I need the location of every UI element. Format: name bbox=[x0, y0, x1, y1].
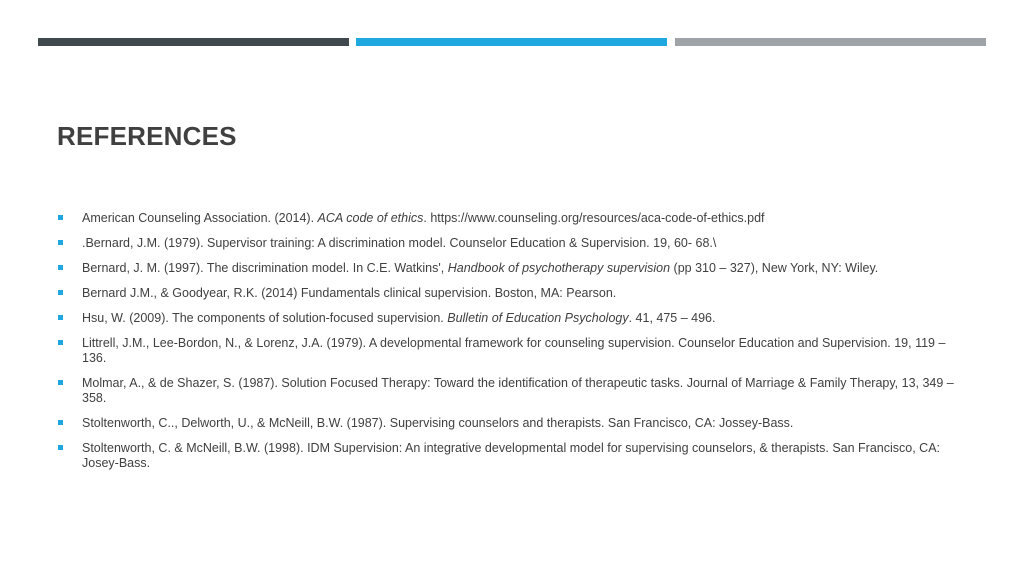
square-bullet-icon bbox=[58, 290, 63, 295]
square-bullet-icon bbox=[58, 265, 63, 270]
reference-title-italic: Bulletin of Education Psychology bbox=[447, 311, 629, 325]
reference-text-tail: (pp 310 – 327), New York, NY: Wiley. bbox=[670, 261, 879, 275]
square-bullet-icon bbox=[58, 215, 63, 220]
header-decoration-bars bbox=[38, 38, 986, 46]
square-bullet-icon bbox=[58, 340, 63, 345]
square-bullet-icon bbox=[58, 380, 63, 385]
header-bar-gray bbox=[675, 38, 986, 46]
square-bullet-icon bbox=[58, 315, 63, 320]
reference-text: .Bernard, J.M. (1979). Supervisor training: A discrimination model. Counselor Education & Supervision. 19, 60- 68.\ bbox=[82, 236, 717, 250]
reference-text: Molmar, A., & de Shazer, S. (1987). Solution Focused Therapy: Toward the identification of therapeutic tasks. Journal of Marriage & Family Therapy, 13, 349 – 358. bbox=[82, 376, 954, 405]
square-bullet-icon bbox=[58, 420, 63, 425]
header-bar-blue bbox=[356, 38, 667, 46]
reference-item bbox=[57, 261, 967, 276]
reference-list bbox=[57, 211, 967, 481]
slide-title: REFERENCES bbox=[57, 121, 237, 151]
reference-item bbox=[57, 336, 967, 366]
reference-item bbox=[57, 211, 967, 226]
reference-text: Bernard, J. M. (1997). The discrimination model. In C.E. Watkins', bbox=[82, 261, 448, 275]
reference-item bbox=[57, 311, 967, 326]
reference-title-italic: ACA code of ethics bbox=[317, 211, 424, 225]
reference-item bbox=[57, 441, 967, 471]
reference-text-tail: . https://www.counseling.org/resources/aca-code-of-ethics.pdf bbox=[423, 211, 765, 225]
square-bullet-icon bbox=[58, 240, 63, 245]
reference-item bbox=[57, 236, 967, 251]
reference-item bbox=[57, 416, 967, 431]
reference-item bbox=[57, 376, 967, 406]
reference-text: Stoltenworth, C. & McNeill, B.W. (1998). IDM Supervision: An integrative developmental model for supervising counselors, & therapists. San Francisco, CA: Josey-Bass. bbox=[82, 441, 941, 470]
header-bar-dark bbox=[38, 38, 349, 46]
reference-title-italic: Handbook of psychotherapy supervision bbox=[447, 261, 671, 275]
reference-item bbox=[57, 286, 967, 301]
reference-text: Bernard J.M., & Goodyear, R.K. (2014) Fundamentals clinical supervision. Boston, MA: Pearson. bbox=[82, 286, 617, 300]
square-bullet-icon bbox=[58, 445, 63, 450]
reference-text: Stoltenworth, C.., Delworth, U., & McNeill, B.W. (1987). Supervising counselors and therapists. San Francisco, CA: Jossey-Bass. bbox=[82, 416, 794, 430]
reference-text-tail: . 41, 475 – 496. bbox=[628, 311, 716, 325]
reference-text: Hsu, W. (2009). The components of solution-focused supervision. bbox=[82, 311, 448, 325]
reference-text: American Counseling Association. (2014). bbox=[82, 211, 318, 225]
reference-text: Littrell, J.M., Lee-Bordon, N., & Lorenz, J.A. (1979). A developmental framework for counseling supervision. Counselor Education and Supervision. 19, 119 – 136. bbox=[82, 336, 946, 365]
